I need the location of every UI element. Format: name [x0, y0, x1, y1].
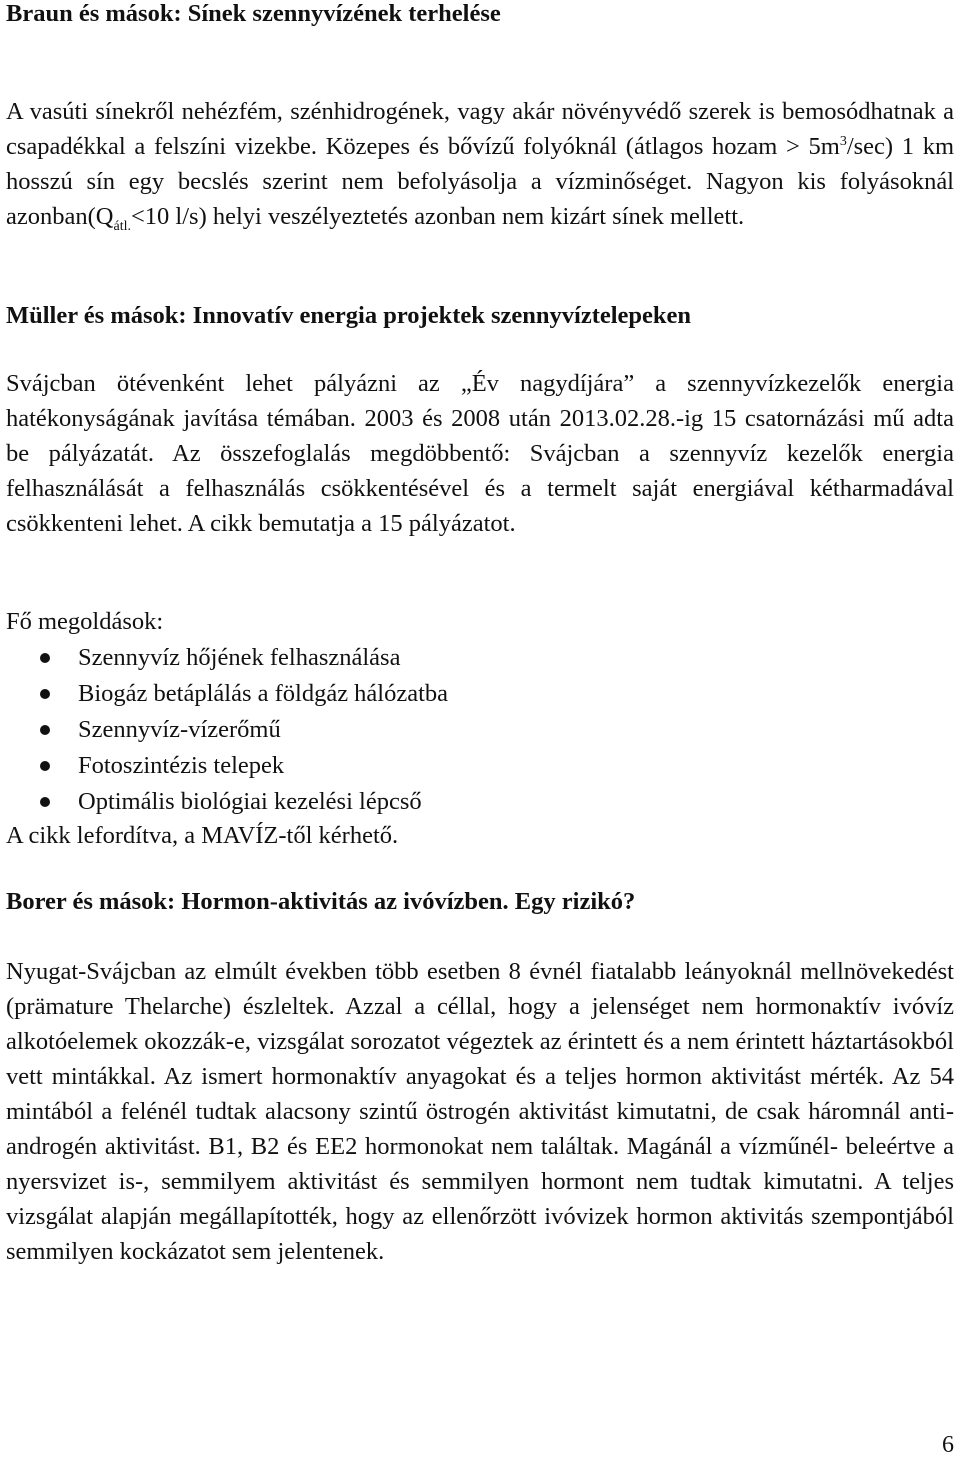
- section-title-muller: Müller és mások: Innovatív energia projektek szennyvíztelepeken: [6, 302, 692, 329]
- paragraph-text: <10 l/s) helyi veszélyeztetés azonban nem kizárt sínek mellett.: [130, 203, 745, 230]
- paragraph-muller: Svájcban ötévenként lehet pályázni az „Év nagydíjára” a szennyvízkezelők energia hatékonyságának javítása témában. 2003 és 2008 után 2013.02.28.-ig 15 csatornázási mű adta be pályázatát. Az összefoglalás megdöbbentő: Svájcban a szennyvíz kezelők energia felhasználását a felhasználás csökkentésével és a termelt saját energiával kétharmadával csökkenteni lehet. A cikk bemutatja a 15 pályázatot.: [6, 370, 954, 537]
- bullet-icon: [40, 653, 50, 663]
- bullet-icon: [40, 761, 50, 771]
- page-number: 6: [942, 1432, 954, 1458]
- bullet-icon: [40, 689, 50, 699]
- bullet-icon: [40, 725, 50, 735]
- paragraph-text: A vasúti sínekről nehézfém, szénhidrogének, vagy akár növényvédő szerek is bemosódhatnak a csapadékkal a felszíni vizekbe. Közepes és bővízű folyóknál (átlagos hozam > 5m: [6, 98, 954, 160]
- list-item: Szennyvíz hőjének felhasználása: [6, 640, 448, 676]
- closing-note: A cikk lefordítva, a MAVÍZ-től kérhető.: [6, 822, 399, 849]
- list-item: Optimális biológiai kezelési lépcső: [6, 784, 448, 820]
- superscript: 3: [839, 133, 847, 149]
- list-item: Szennyvíz-vízerőmű: [6, 712, 448, 748]
- solutions-list: [6, 640, 448, 820]
- section-title-borer: Borer és mások: Hormon-aktivitás az ivóvízben. Egy rizikó?: [6, 888, 636, 915]
- subscript: átl.: [113, 218, 131, 234]
- list-item: Fotoszintézis telepek: [6, 748, 448, 784]
- paragraph-braun: [6, 94, 954, 234]
- list-heading: Fő megoldások:: [6, 608, 164, 635]
- list-item: Biogáz betáplálás a földgáz hálózatba: [6, 676, 448, 712]
- bullet-icon: [40, 797, 50, 807]
- paragraph-borer: Nyugat-Svájcban az elmúlt években több esetben 8 évnél fiatalabb leányoknál mellnövekedést (prämature Thelarche) észleltek. Azzal a céllal, hogy a jelenséget nem hormonaktív ivóvíz alkotóelemek okozzák-e, vizsgálat sorozatot végeztek az érintett és a nem érintett háztartásokból vett mintákkal. Az ismert hormonaktív anyagokat és a teljes hormon aktivitást mérték. Az 54 mintából a felénél tudtak alacsony szintű östrogén aktivitást kimutatni, de csak háromnál anti-androgén aktivitást. B1, B2 és EE2 hormonokat nem találtak. Magánál a vízműnél- beleértve a nyersvizet is-, semmilyem aktivitást és semmilyen hormont nem tudtak kimutatni. A teljes vizsgálat alapján megállapítotték, hogy az ellenőrzött ivóvizek hormon aktivitás szempontjából semmilyen kockázatot sem jelentenek.: [6, 958, 954, 1265]
- section-title-braun: Braun és mások: Sínek szennyvízének terhelése: [6, 0, 501, 27]
- paragraph-text: /sec) 1 km hosszú sín egy becslés szerint nem befolyásolja a vízminőséget. Nagyon kis folyásoknál azonban(Q: [6, 133, 954, 230]
